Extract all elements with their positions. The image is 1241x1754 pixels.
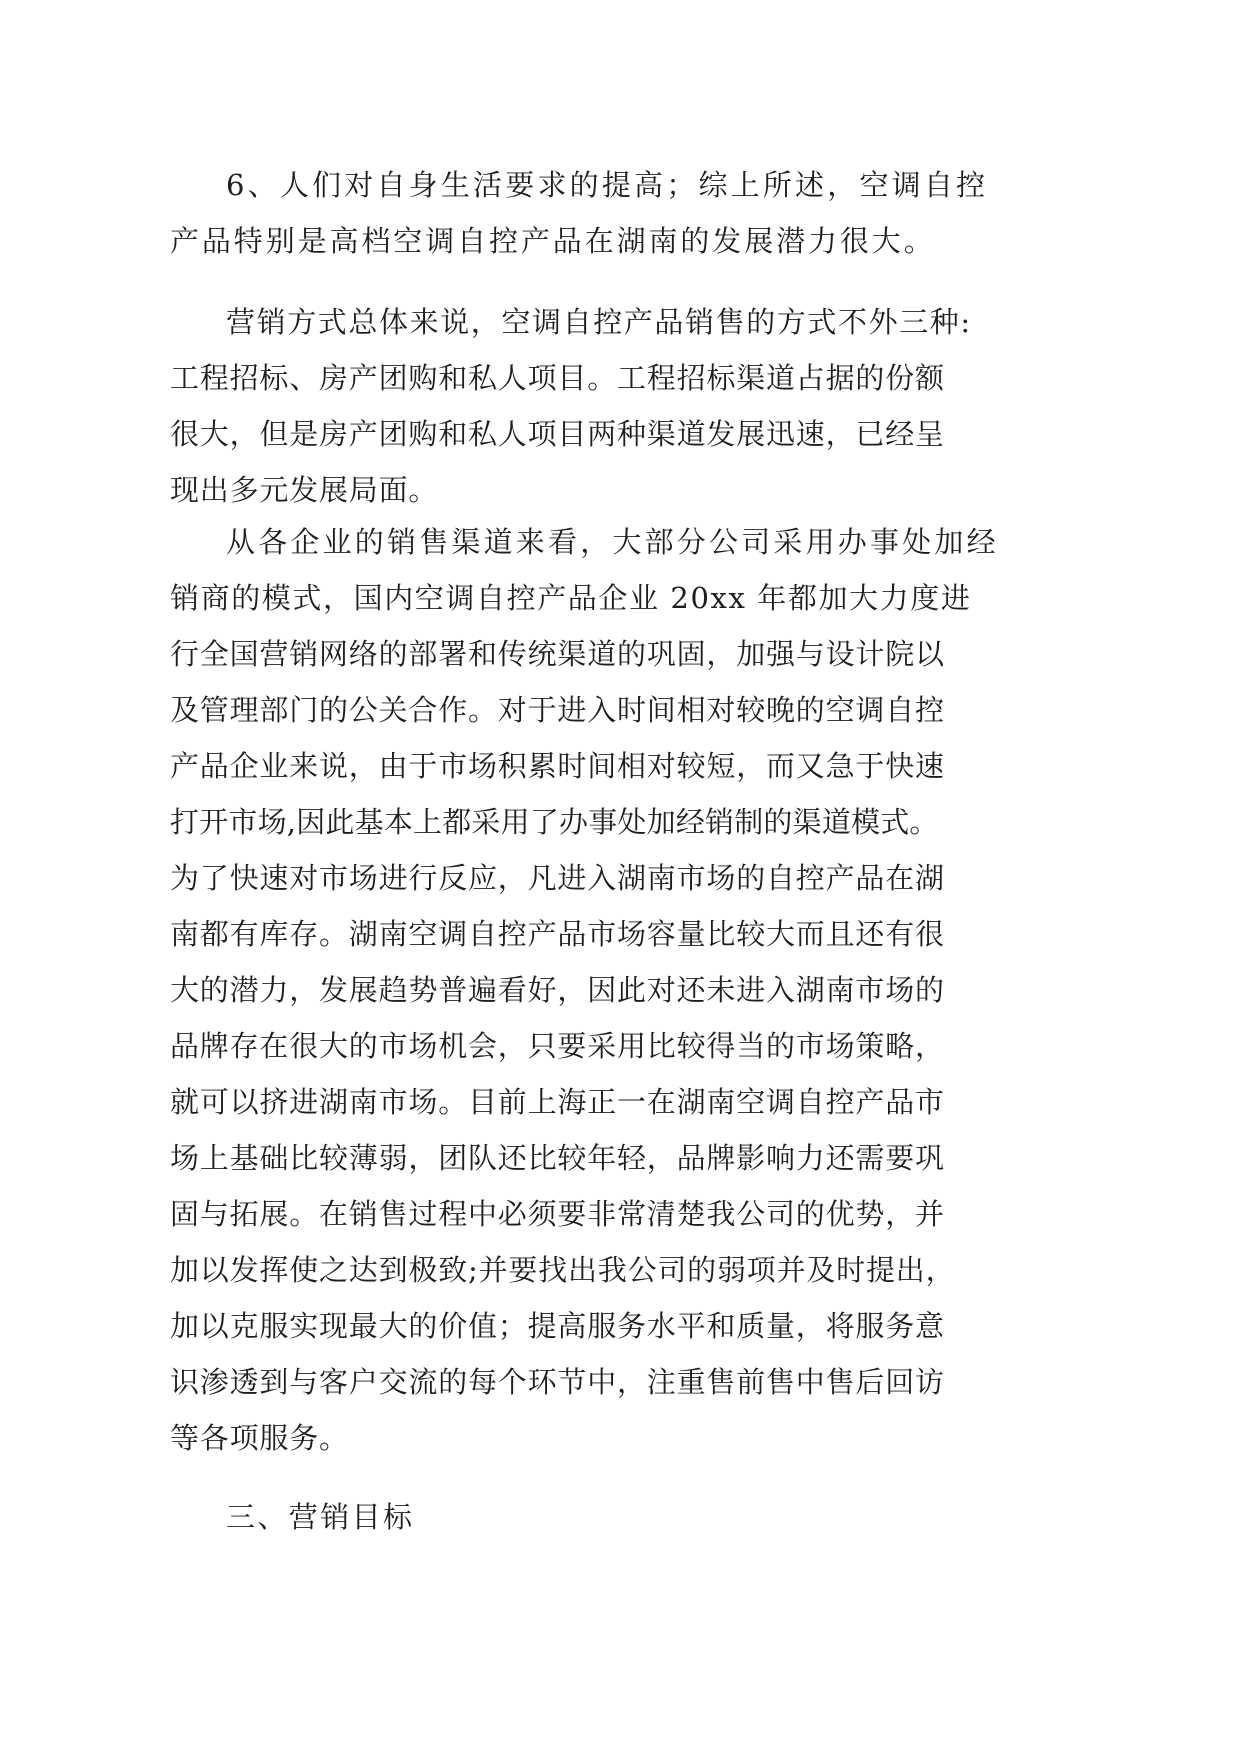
para-line-2: 产品特别是高档空调自控产品在湖南的发展潜力很大。 bbox=[170, 224, 936, 258]
para-line-14: 南都有库存。湖南空调自控产品市场容量比较大而且还有很 bbox=[170, 917, 945, 951]
section-heading: 三、营销目标 bbox=[226, 1500, 415, 1534]
para-line-15: 大的潜力，发展趋势普遍看好，因此对还未进入湖南市场的 bbox=[170, 973, 945, 1007]
para-line-6: 现出多元发展局面。 bbox=[170, 473, 439, 507]
para-line-13: 为了快速对市场进行反应，凡进入湖南市场的自控产品在湖 bbox=[170, 861, 945, 895]
para-line-18: 场上基础比较薄弱，团队还比较年轻，品牌影响力还需要巩 bbox=[170, 1141, 945, 1175]
para-line-7: 从各企业的销售渠道来看，大部分公司采用办事处加经 bbox=[226, 525, 999, 559]
para-line-20: 加以发挥使之达到极致;并要找出我公司的弱项并及时提出， bbox=[170, 1253, 956, 1287]
para-line-3: 营销方式总体来说，空调自控产品销售的方式不外三种: bbox=[226, 305, 972, 339]
para-line-4: 工程招标、房产团购和私人项目。工程招标渠道占据的份额 bbox=[170, 361, 945, 395]
para-line-10: 及管理部门的公关合作。对于进入时间相对较晚的空调自控 bbox=[170, 693, 945, 727]
para-line-19: 固与拓展。在销售过程中必须要非常清楚我公司的优势，并 bbox=[170, 1197, 945, 1231]
para-line-11: 产品企业来说，由于市场积累时间相对较短，而又急于快速 bbox=[170, 749, 945, 783]
para-line-17: 就可以挤进湖南市场。目前上海正一在湖南空调自控产品市 bbox=[170, 1085, 945, 1119]
para-line-21: 加以克服实现最大的价值；提高服务水平和质量，将服务意 bbox=[170, 1309, 945, 1343]
para-line-22: 识渗透到与客户交流的每个环节中，注重售前售中售后回访 bbox=[170, 1365, 945, 1399]
para-line-23: 等各项服务。 bbox=[170, 1421, 349, 1455]
para-line-1: 6、人们对自身生活要求的提高；综上所述，空调自控 bbox=[226, 168, 989, 202]
para-line-9: 行全国营销网络的部署和传统渠道的巩固，加强与设计院以 bbox=[170, 637, 945, 671]
para-line-5: 很大，但是房产团购和私人项目两种渠道发展迅速，已经呈 bbox=[170, 417, 945, 451]
para-line-16: 品牌存在很大的市场机会，只要采用比较得当的市场策略， bbox=[170, 1029, 945, 1063]
para-line-12: 打开市场,因此基本上都采用了办事处加经销制的渠道模式。 bbox=[170, 805, 939, 839]
para-line-8: 销商的模式，国内空调自控产品企业 20xx 年都加大力度进 bbox=[170, 581, 972, 615]
